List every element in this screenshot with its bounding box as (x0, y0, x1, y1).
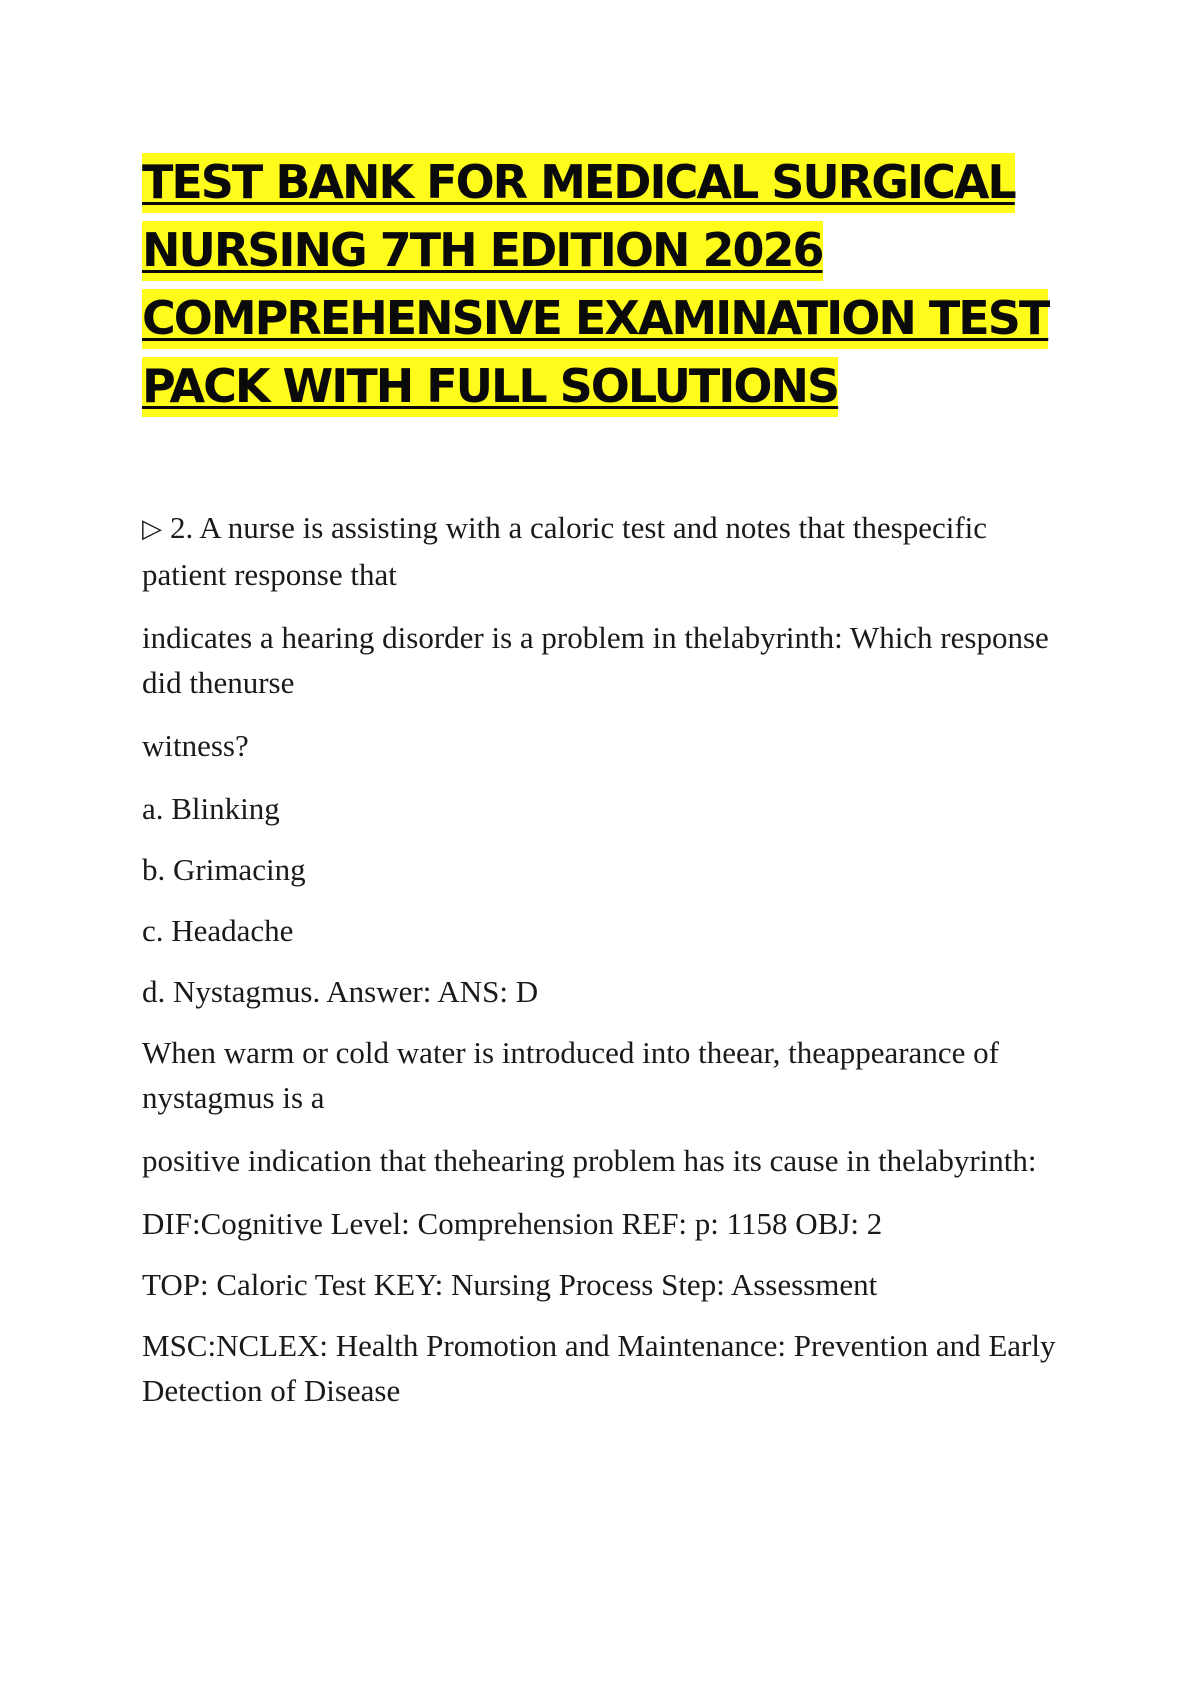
title-line: NURSING 7TH EDITION 2026 (142, 216, 1082, 284)
document-title (142, 148, 1082, 420)
question-stem-line: ▷ 2. A nurse is assisting with a caloric test and notes that thespecific patient response that (142, 505, 1072, 597)
answer-option-d: d. Nystagmus. Answer: ANS: D (142, 974, 539, 1009)
title-line: TEST BANK FOR MEDICAL SURGICAL (142, 148, 1082, 216)
answer-option-c: c. Headache (142, 913, 294, 948)
meta-top: TOP: Caloric Test KEY: Nursing Process Step: Assessment (142, 1267, 878, 1302)
answer-option-b: b. Grimacing (142, 852, 306, 887)
rationale-line: positive indication that thehearing problem has its cause in thelabyrinth: (142, 1143, 1037, 1178)
answer-option-a: a. Blinking (142, 791, 280, 826)
meta-msc: MSC:NCLEX: Health Promotion and Maintenance: Prevention and Early Detection of Disease (142, 1328, 1056, 1408)
question-stem-line: indicates a hearing disorder is a problem in thelabyrinth: Which response did thenurse (142, 620, 1049, 700)
rationale-line: When warm or cold water is introduced into theear, theappearance of nystagmus is a (142, 1035, 999, 1115)
title-line: COMPREHENSIVE EXAMINATION TEST (142, 284, 1082, 352)
meta-dif: DIF:Cognitive Level: Comprehension REF: p: 1158 OBJ: 2 (142, 1206, 883, 1241)
play-triangle-outline-icon: ▷ (142, 514, 162, 544)
question-block (142, 505, 1072, 1429)
title-line: PACK WITH FULL SOLUTIONS (142, 352, 1082, 420)
question-stem-line: witness? (142, 728, 249, 763)
